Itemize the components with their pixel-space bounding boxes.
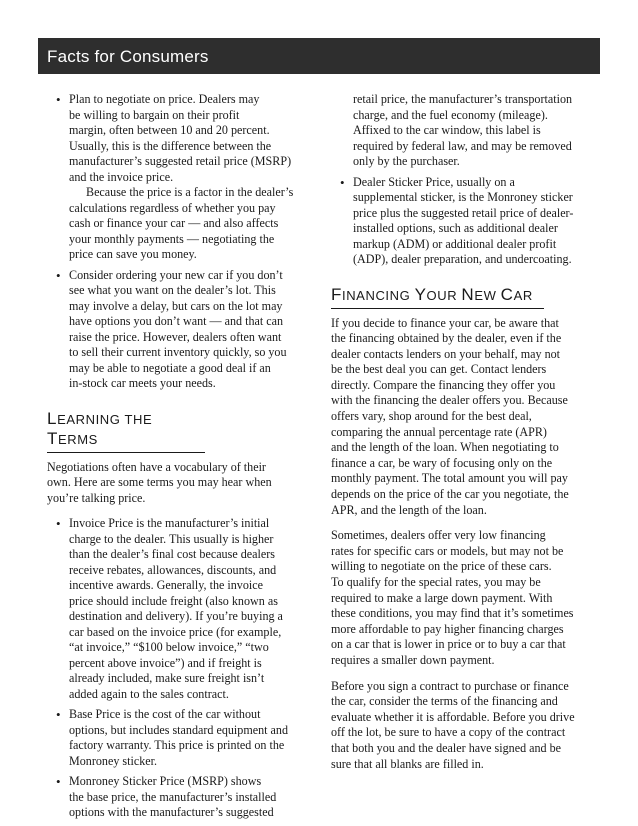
text-line: the base price, the manufacturer’s installed: [69, 789, 277, 804]
text-line: Usually, this is the difference between the: [69, 138, 272, 153]
header-banner: [38, 38, 600, 74]
text-line: directly. Compare the financing they offer you: [331, 377, 556, 392]
text-line: with the financing the dealer offers you. Because: [331, 393, 568, 408]
terms-list: [47, 516, 309, 821]
list-item: [47, 707, 309, 769]
text-line: sure that all blanks are filled in.: [331, 756, 484, 771]
text-line: charge to the dealer. This usually is higher: [69, 531, 274, 546]
section-heading-financing-your-new-car: [331, 285, 544, 309]
text-line: car based on the invoice price (for example,: [69, 624, 282, 639]
text-line: rates for specific cars or models, but may not be: [331, 543, 564, 558]
text-line: more affordable to pay higher financing charges: [331, 621, 564, 636]
heading-rest: EARNING THE: [57, 411, 153, 427]
text-line: raise the price. However, dealers often want: [69, 329, 282, 344]
text-line: off the lot, be sure to have a copy of the contract: [331, 725, 566, 740]
text-line: willing to negotiate on the price of these cars.: [331, 559, 552, 574]
financing-paragraph-1: [331, 316, 595, 519]
text-line: “at invoice,” “$100 below invoice,” “two: [69, 640, 269, 655]
text-line: To qualify for the special rates, you may be: [331, 575, 541, 589]
list-item: [331, 175, 595, 268]
text-line: added again to the sales contract.: [69, 686, 229, 701]
text-line: Monroney sticker.: [69, 753, 157, 768]
text-line: price should include freight (also known as: [69, 593, 278, 608]
heading-rest: AR: [513, 287, 533, 303]
paragraph: [353, 92, 595, 170]
text-line: receive rebates, allowances, discounts, and: [69, 562, 277, 577]
list-item: [47, 516, 309, 702]
text-line: that both you and the dealer have signed and be: [331, 740, 562, 755]
text-line: Base Price is the cost of the car without: [69, 707, 261, 722]
text-line: (ADP), dealer preparation, and undercoating.: [353, 252, 572, 266]
text-line: destination and delivery). If you’re buying a: [69, 609, 283, 624]
text-line: in-stock car meets your needs.: [69, 376, 216, 390]
heading-cap: Y: [414, 284, 427, 304]
text-line: cash or finance your car — and also affects: [69, 216, 279, 230]
text-line: Sometimes, dealers offer very low financing: [331, 528, 546, 543]
paragraph: [69, 707, 309, 769]
heading-cap: N: [461, 284, 475, 304]
text-line: offers vary, shop around for the best deal,: [331, 409, 532, 424]
terms-intro: [47, 460, 309, 507]
text-line: Before you sign a contract to purchase or finance: [331, 678, 569, 693]
heading-cap: F: [331, 284, 342, 304]
text-line: already included, make sure freight isn’t: [69, 671, 265, 686]
heading-cap: L: [47, 408, 58, 428]
text-line: monthly payment. The total amount you will pay: [331, 471, 568, 486]
financing-paragraph-3: [331, 679, 595, 773]
text-line: price can save you money.: [69, 247, 197, 261]
text-line: the financing obtained by the dealer, even if the: [331, 331, 562, 346]
text-line: If you decide to finance your car, be aware that: [331, 315, 559, 330]
list-item: [47, 774, 309, 821]
text-line: Dealer Sticker Price, usually on a: [353, 174, 515, 189]
text-line: may be able to negotiate a good deal if an: [69, 360, 271, 375]
heading-cap: T: [47, 428, 58, 448]
text-line: you’re talking price.: [47, 490, 146, 505]
heading-cap: C: [500, 284, 514, 304]
text-line: requires a smaller down payment.: [331, 652, 495, 667]
text-line: Because the price is a factor in the dealer’s: [86, 185, 294, 199]
text-line: Monroney Sticker Price (MSRP) shows: [69, 774, 262, 789]
paragraph: [69, 516, 309, 702]
text-line: comparing the annual percentage rate (APR): [331, 424, 547, 439]
text-line: than the dealer’s final cost because dealers: [69, 547, 275, 562]
text-line: finance a car, be wary of focusing only on the: [331, 455, 553, 470]
text-line: may involve a delay, but cars on the lot may: [69, 298, 283, 313]
text-line: dealer contacts lenders on your behalf, may not: [331, 346, 561, 361]
text-line: be the best deal you can get. Contact lenders: [331, 362, 547, 377]
left-column: [47, 92, 309, 826]
text-line: options with the manufacturer’s suggested: [69, 805, 274, 820]
text-line: be willing to bargain on their profit: [69, 107, 240, 122]
financing-paragraph-2: [331, 528, 595, 668]
tips-list: [47, 92, 309, 392]
list-item: [47, 268, 309, 392]
paragraph: [69, 92, 309, 185]
text-line: depends on the price of the car you negotiate, the: [331, 487, 569, 502]
paragraph: [353, 175, 595, 268]
heading-rest: INANCING: [341, 287, 415, 303]
text-line: have options you don’t want — and that can: [69, 314, 284, 328]
list-item-continuation: [331, 92, 595, 170]
heading-rest: EW: [474, 287, 501, 303]
text-line: installed options, such as additional dealer: [353, 221, 558, 235]
text-line: see what you want on the dealer’s lot. This: [69, 283, 276, 297]
text-line: to sell their current inventory quickly, so you: [69, 345, 287, 359]
text-line: manufacturer’s suggested retail price (MSRP): [69, 154, 292, 168]
text-line: Invoice Price is the manufacturer’s initial: [69, 516, 270, 531]
paragraph: [69, 201, 309, 263]
text-line: evaluate whether it is affordable. Before you drive: [331, 709, 575, 724]
list-item: [47, 92, 309, 263]
text-line: only by the purchaser.: [353, 154, 460, 168]
text-line: options, but includes standard equipment and: [69, 722, 288, 737]
text-line: Negotiations often have a vocabulary of their: [47, 459, 266, 474]
page-title: Facts for Consumers: [47, 47, 209, 66]
text-line: required to make a large down payment. With: [331, 590, 553, 605]
heading-rest: ERMS: [57, 431, 98, 447]
text-line: these conditions, you may find that it’s sometimes: [331, 606, 574, 621]
text-line: incentive awards. Generally, the invoice: [69, 578, 263, 593]
terms-list-continued: [331, 92, 595, 268]
text-line: price plus the suggested retail price of dealer-: [353, 205, 574, 220]
text-line: APR, and the length of the loan.: [331, 502, 487, 517]
text-line: margin, often between 10 and 20 percent.: [69, 123, 270, 137]
text-line: the car, consider the terms of the financing and: [331, 694, 558, 709]
text-line: charge, and the fuel economy (mileage).: [353, 107, 548, 122]
text-line: on a car that is lower in price or to buy a car that: [331, 637, 566, 652]
text-line: retail price, the manufacturer’s transportation: [353, 92, 573, 106]
text-line: required by federal law, and may be removed: [353, 138, 572, 153]
paragraph: [69, 185, 309, 201]
text-line: and the invoice price.: [69, 169, 174, 184]
text-line: and the length of the loan. When negotiating to: [331, 440, 559, 455]
section-heading-learning-the-terms: [47, 409, 205, 453]
text-line: own. Here are some terms you may hear when: [47, 475, 272, 490]
text-line: percent above invoice”) and if freight is: [69, 655, 262, 670]
text-line: Affixed to the car window, this label is: [353, 123, 541, 137]
text-line: your monthly payments — negotiating the: [69, 231, 275, 246]
text-line: Consider ordering your new car if you don’t: [69, 267, 283, 282]
text-line: calculations regardless of whether you pay: [69, 200, 276, 215]
right-column: [331, 92, 595, 782]
text-line: markup (ADM) or additional dealer profit: [353, 236, 557, 251]
paragraph: [69, 774, 309, 821]
text-line: factory warranty. This price is printed on the: [69, 738, 285, 753]
heading-rest: OUR: [426, 287, 462, 303]
text-line: Plan to negotiate on price. Dealers may: [69, 92, 260, 106]
text-line: supplemental sticker, is the Monroney sticker: [353, 190, 573, 204]
paragraph: [69, 268, 309, 392]
